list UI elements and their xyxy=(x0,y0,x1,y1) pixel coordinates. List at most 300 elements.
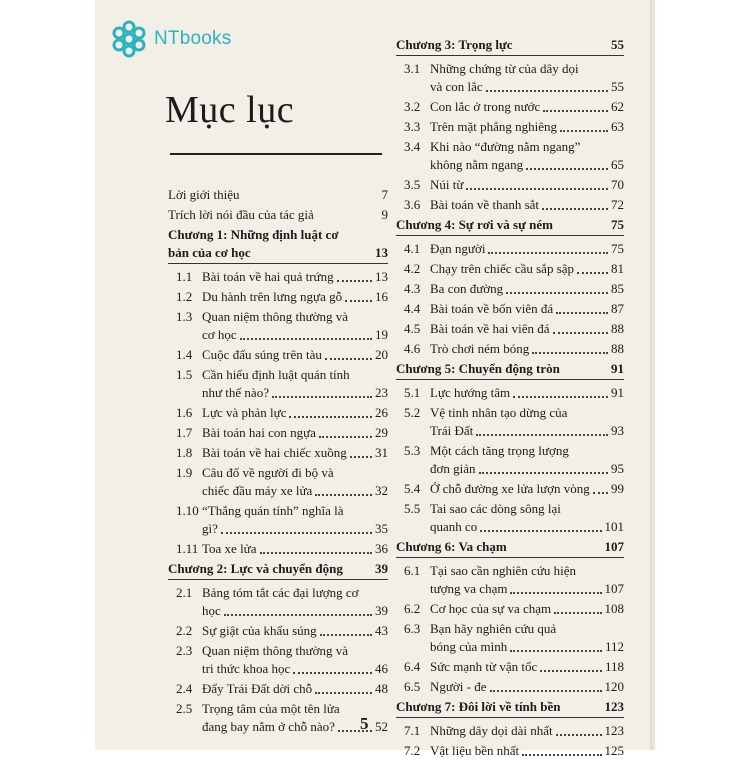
entry-title: bản của cơ học xyxy=(168,245,251,260)
entry-body xyxy=(430,742,624,760)
toc-row xyxy=(396,280,624,298)
page-title: Mục lục xyxy=(165,89,295,131)
toc-chapter xyxy=(168,560,388,580)
entry-line xyxy=(430,678,624,696)
page-ref: 93 xyxy=(611,423,624,438)
dot-leader xyxy=(556,312,608,314)
entry-title: Bạn hãy nghiên cứu quả xyxy=(430,621,557,636)
entry-title: Đẩy Trái Đất dời chỗ xyxy=(202,681,313,696)
entry-line xyxy=(430,176,624,194)
entry-body xyxy=(430,196,624,214)
toc-row xyxy=(396,176,624,194)
page-ref: 35 xyxy=(375,521,388,536)
entry-line xyxy=(430,480,624,498)
toc-row xyxy=(396,36,624,54)
section-number: 4.3 xyxy=(404,281,421,296)
toc-row xyxy=(168,346,388,364)
page-ref: 70 xyxy=(611,177,624,192)
entry-line xyxy=(202,680,388,698)
section-number: 1.4 xyxy=(176,347,193,362)
toc-row xyxy=(396,360,624,378)
dot-leader xyxy=(522,754,601,756)
toc-sec xyxy=(168,622,388,640)
page-ref: 75 xyxy=(611,241,624,256)
page-ref: 88 xyxy=(611,341,624,356)
entry-title: tượng va chạm xyxy=(430,581,508,596)
section-number: 1.11 xyxy=(176,541,199,556)
toc-sec xyxy=(396,176,624,194)
entry-line xyxy=(202,482,388,500)
section-number: 5.3 xyxy=(404,443,421,458)
toc-row xyxy=(168,464,388,500)
entry-line xyxy=(202,308,388,326)
entry-title: quanh co xyxy=(430,519,478,534)
toc-sec xyxy=(396,118,624,136)
entry-title: chiếc đầu máy xe lửa xyxy=(202,483,313,498)
chapter-underline xyxy=(168,579,388,580)
entry-title: Cần hiểu định luật quán tính xyxy=(202,367,350,382)
section-number: 2.3 xyxy=(176,643,193,658)
toc-column-left xyxy=(168,186,388,738)
entry-body xyxy=(430,384,624,402)
entry-title: Những dây dọi dài nhất xyxy=(430,723,553,738)
chapter-underline xyxy=(396,717,624,718)
section-number: 7.2 xyxy=(404,743,421,758)
page-ref: 101 xyxy=(604,519,624,534)
toc-row xyxy=(396,404,624,440)
entry-body xyxy=(430,480,624,498)
entry-line xyxy=(430,422,624,440)
entry-title: Bài toán về hai viên đá xyxy=(430,321,550,336)
chapter-underline xyxy=(396,379,624,380)
entry-line xyxy=(202,602,388,620)
entry-body xyxy=(430,442,624,478)
entry-title: Chương 6: Va chạm xyxy=(396,539,507,554)
entry-title: Bài toán về hai quả trứng xyxy=(202,269,334,284)
toc-sec xyxy=(396,620,624,656)
toc-sec xyxy=(396,240,624,258)
toc-sec xyxy=(168,346,388,364)
page-ref: 112 xyxy=(604,639,624,654)
page-ref: 55 xyxy=(611,37,624,52)
toc-chapter xyxy=(396,360,624,380)
dot-leader xyxy=(553,332,609,334)
toc-row xyxy=(396,500,624,536)
dot-leader xyxy=(325,358,372,360)
toc-sec xyxy=(396,320,624,338)
entry-line xyxy=(202,584,388,602)
entry-line xyxy=(430,658,624,676)
dot-leader xyxy=(488,252,608,254)
entry-body xyxy=(430,176,624,194)
entry-body xyxy=(430,60,624,96)
section-number: 6.4 xyxy=(404,659,421,674)
toc-row xyxy=(396,384,624,402)
entry-line xyxy=(430,156,624,174)
section-number: 4.4 xyxy=(404,301,421,316)
section-number: 5.4 xyxy=(404,481,421,496)
page-ref: 81 xyxy=(611,261,624,276)
dot-leader xyxy=(560,130,608,132)
toc-row xyxy=(396,698,624,716)
toc-chapter xyxy=(396,698,624,718)
entry-line xyxy=(396,698,624,716)
section-number: 2.2 xyxy=(176,623,193,638)
page-ref: 75 xyxy=(611,217,624,232)
entry-body xyxy=(430,404,624,440)
entry-line xyxy=(430,320,624,338)
dot-leader xyxy=(466,188,608,190)
page-ref: 118 xyxy=(604,659,624,674)
entry-body xyxy=(430,500,624,536)
toc-sec xyxy=(168,464,388,500)
dot-leader xyxy=(510,592,601,594)
entry-line xyxy=(202,444,388,462)
toc-chapter xyxy=(396,216,624,236)
entry-title: gì? xyxy=(202,521,218,536)
entry-body xyxy=(430,340,624,358)
entry-line xyxy=(396,360,624,378)
entry-body xyxy=(396,360,624,378)
entry-body xyxy=(430,562,624,598)
dot-leader xyxy=(593,492,608,494)
entry-line xyxy=(430,600,624,618)
entry-line xyxy=(430,620,624,638)
logo-text: NTbooks xyxy=(154,28,232,49)
page-ref: 95 xyxy=(611,461,624,476)
page-ref: 7 xyxy=(381,187,388,202)
page-ref: 19 xyxy=(375,327,388,342)
toc-row xyxy=(168,268,388,286)
toc-sec xyxy=(168,366,388,402)
entry-body xyxy=(202,404,388,422)
section-number: 6.2 xyxy=(404,601,421,616)
entry-line xyxy=(430,138,624,156)
entry-title: Quan niệm thông thường và xyxy=(202,309,349,324)
entry-title: Du hành trên lưng ngựa gỗ xyxy=(202,289,343,304)
entry-title: Chạy trên chiếc cầu sắp sập xyxy=(430,261,575,276)
entry-line xyxy=(202,502,388,520)
entry-title: Quan niệm thông thường và xyxy=(202,643,349,658)
toc-row xyxy=(396,300,624,318)
page-ref: 36 xyxy=(375,541,388,556)
entry-body xyxy=(430,620,624,656)
toc-row xyxy=(396,658,624,676)
entry-title: Bảng tóm tắt các đại lượng cơ xyxy=(202,585,359,600)
entry-line xyxy=(430,118,624,136)
section-number: 1.5 xyxy=(176,367,193,382)
title-divider xyxy=(170,153,382,155)
entry-body xyxy=(396,698,624,716)
chapter-underline xyxy=(396,557,624,558)
section-number: 3.4 xyxy=(404,139,421,154)
entry-title: Chương 5: Chuyển động tròn xyxy=(396,361,560,376)
toc-sec xyxy=(168,540,388,558)
toc-row xyxy=(396,742,624,760)
entry-body xyxy=(202,288,388,306)
page-ref: 23 xyxy=(375,385,388,400)
entry-line xyxy=(430,240,624,258)
entry-title: Trên mặt phẳng nghiêng xyxy=(430,119,557,134)
toc-sec xyxy=(168,268,388,286)
dot-leader xyxy=(293,672,372,674)
entry-body xyxy=(396,538,624,556)
page-ref: 31 xyxy=(375,445,388,460)
toc-sec xyxy=(396,260,624,278)
section-number: 3.3 xyxy=(404,119,421,134)
entry-title: học xyxy=(202,603,221,618)
entry-title: đơn giản xyxy=(430,461,476,476)
entry-body xyxy=(202,622,388,640)
entry-title: Tại sao cần nghiên cứu hiện xyxy=(430,563,577,578)
toc-row xyxy=(396,562,624,598)
entry-body xyxy=(168,206,388,224)
entry-line xyxy=(430,196,624,214)
entry-title: Lời giới thiệu xyxy=(168,187,240,202)
toc-sec xyxy=(396,98,624,116)
toc-sec xyxy=(396,678,624,696)
page-ref: 13 xyxy=(375,269,388,284)
dot-leader xyxy=(532,352,608,354)
entry-title: Vật liệu bền nhất xyxy=(430,743,520,758)
entry-title: Chương 1: Những định luật cơ xyxy=(168,227,339,242)
page-ref: 39 xyxy=(375,561,388,576)
section-number: 7.1 xyxy=(404,723,421,738)
entry-line xyxy=(202,404,388,422)
page-ref: 120 xyxy=(604,679,624,694)
toc-sec xyxy=(396,600,624,618)
entry-line xyxy=(430,442,624,460)
entry-body xyxy=(202,502,388,538)
entry-title: Câu đố về người đi bộ và xyxy=(202,465,334,480)
toc-sec xyxy=(168,700,388,736)
toc-sec xyxy=(396,480,624,498)
toc-row xyxy=(168,584,388,620)
entry-title: Ba con đường xyxy=(430,281,504,296)
entry-title: “Thắng quán tính” nghĩa là xyxy=(202,503,344,518)
toc-row xyxy=(396,320,624,338)
entry-title: Trích lời nói đầu của tác giả xyxy=(168,207,314,222)
toc-sec xyxy=(396,60,624,96)
entry-title: Cuộc đấu súng trên tàu xyxy=(202,347,322,362)
toc-sec xyxy=(168,308,388,344)
dot-leader xyxy=(479,472,608,474)
entry-line xyxy=(430,340,624,358)
entry-title: Đạn người xyxy=(430,241,486,256)
toc-row xyxy=(396,538,624,556)
dot-leader xyxy=(345,300,372,302)
toc-row xyxy=(168,560,388,578)
entry-title: Lực hướng tâm xyxy=(430,385,511,400)
entry-line xyxy=(202,520,388,538)
dot-leader xyxy=(476,434,608,436)
entry-title: như thế nào? xyxy=(202,385,269,400)
page-ref: 26 xyxy=(375,405,388,420)
page-ref: 91 xyxy=(611,385,624,400)
entry-line xyxy=(396,538,624,556)
dot-leader xyxy=(490,690,602,692)
entry-body xyxy=(430,260,624,278)
entry-body xyxy=(202,424,388,442)
section-number: 5.1 xyxy=(404,385,421,400)
entry-title: Con lắc ở trong nước xyxy=(430,99,541,114)
page-ref: 91 xyxy=(611,361,624,376)
chapter-underline xyxy=(168,263,388,264)
entry-title: Bài toán về hai chiếc xuồng xyxy=(202,445,347,460)
chapter-underline xyxy=(396,235,624,236)
entry-title: và con lắc xyxy=(430,79,483,94)
toc-row xyxy=(396,196,624,214)
page-ref: 123 xyxy=(604,699,624,714)
toc-sec xyxy=(396,742,624,760)
entry-title: Trái Đất xyxy=(430,423,474,438)
toc-row xyxy=(168,186,388,204)
entry-body xyxy=(202,680,388,698)
toc-sec xyxy=(168,444,388,462)
section-number: 4.1 xyxy=(404,241,421,256)
page-ref: 29 xyxy=(375,425,388,440)
entry-line xyxy=(168,244,388,262)
dot-leader xyxy=(526,168,608,170)
section-number: 4.2 xyxy=(404,261,421,276)
entry-line xyxy=(202,366,388,384)
dot-leader xyxy=(486,90,608,92)
section-number: 3.2 xyxy=(404,99,421,114)
toc-row xyxy=(396,216,624,234)
section-number: 1.2 xyxy=(176,289,193,304)
entry-body xyxy=(430,600,624,618)
section-number: 6.1 xyxy=(404,563,421,578)
entry-title: Vệ tinh nhân tạo dừng của xyxy=(430,405,568,420)
entry-body xyxy=(202,584,388,620)
entry-line xyxy=(430,404,624,422)
section-number: 2.4 xyxy=(176,681,193,696)
section-number: 5.2 xyxy=(404,405,421,420)
toc-sec xyxy=(396,562,624,598)
page-ref: 62 xyxy=(611,99,624,114)
section-number: 3.5 xyxy=(404,177,421,192)
toc-row xyxy=(168,680,388,698)
entry-title: Bài toán về thanh sắt xyxy=(430,197,540,212)
toc-sec xyxy=(396,196,624,214)
entry-line xyxy=(430,460,624,478)
entry-body xyxy=(202,366,388,402)
entry-line xyxy=(202,326,388,344)
entry-line xyxy=(202,622,388,640)
toc-row xyxy=(168,404,388,422)
entry-title: Ở chỗ đường xe lửa lượn vòng xyxy=(430,481,590,496)
toc-chapter xyxy=(396,36,624,56)
page-ref: 85 xyxy=(611,281,624,296)
toc-row xyxy=(168,540,388,558)
section-number: 1.3 xyxy=(176,309,193,324)
toc-row xyxy=(396,60,624,96)
toc-front xyxy=(168,186,388,204)
toc-sec xyxy=(396,384,624,402)
entry-line xyxy=(202,660,388,678)
page-ref: 43 xyxy=(375,623,388,638)
section-number: 1.9 xyxy=(176,465,193,480)
entry-title: Chương 2: Lực và chuyển động xyxy=(168,561,343,576)
section-number: 4.5 xyxy=(404,321,421,336)
toc-row xyxy=(396,240,624,258)
entry-body xyxy=(430,98,624,116)
toc-row xyxy=(168,288,388,306)
entry-line xyxy=(168,186,388,204)
page-edge-shadow xyxy=(650,0,658,750)
entry-body xyxy=(430,240,624,258)
entry-title: Một cách tăng trọng lượng xyxy=(430,443,569,458)
page-ref: 123 xyxy=(604,723,624,738)
toc-row xyxy=(168,700,388,736)
page-ref: 39 xyxy=(375,603,388,618)
entry-line xyxy=(168,226,388,244)
dot-leader xyxy=(506,292,608,294)
dot-leader xyxy=(320,634,372,636)
dot-leader xyxy=(540,670,602,672)
page-ref: 107 xyxy=(604,581,624,596)
dot-leader xyxy=(513,396,608,398)
entry-body xyxy=(430,118,624,136)
dot-leader xyxy=(319,436,372,438)
entry-body xyxy=(396,216,624,234)
chapter-underline xyxy=(396,55,624,56)
entry-line xyxy=(202,464,388,482)
toc-sec xyxy=(168,502,388,538)
section-number: 1.8 xyxy=(176,445,193,460)
entry-body xyxy=(430,722,624,740)
entry-title: cơ học xyxy=(202,327,237,342)
page-ref: 125 xyxy=(604,743,624,758)
entry-line xyxy=(430,580,624,598)
entry-line xyxy=(430,300,624,318)
dot-leader xyxy=(556,734,602,736)
section-number: 3.6 xyxy=(404,197,421,212)
entry-title: Chương 4: Sự rơi và sự ném xyxy=(396,217,553,232)
entry-body xyxy=(202,268,388,286)
toc-sec xyxy=(396,404,624,440)
toc-chapter xyxy=(168,226,388,264)
toc-row xyxy=(168,206,388,224)
page-ref: 107 xyxy=(604,539,624,554)
page-ref: 20 xyxy=(375,347,388,362)
section-number: 6.3 xyxy=(404,621,421,636)
entry-body xyxy=(430,320,624,338)
toc-row xyxy=(168,642,388,678)
dot-leader xyxy=(315,494,372,496)
entry-title: Toa xe lửa xyxy=(202,541,257,556)
toc-chapter xyxy=(396,538,624,558)
entry-line xyxy=(430,98,624,116)
toc-sec xyxy=(396,340,624,358)
entry-line xyxy=(430,742,624,760)
entry-body xyxy=(430,658,624,676)
toc-sec xyxy=(168,288,388,306)
dot-leader xyxy=(554,612,601,614)
toc-row xyxy=(168,502,388,538)
page-ref: 55 xyxy=(611,79,624,94)
entry-title: Khi nào “đường nằm ngang” xyxy=(430,139,581,154)
page-ref: 87 xyxy=(611,301,624,316)
entry-line xyxy=(430,518,624,536)
section-number: 1.1 xyxy=(176,269,193,284)
toc-row xyxy=(396,442,624,478)
page-ref: 99 xyxy=(611,481,624,496)
entry-title: Lực và phản lực xyxy=(202,405,287,420)
page-ref: 9 xyxy=(381,207,388,222)
section-number: 1.7 xyxy=(176,425,193,440)
page-ref: 72 xyxy=(611,197,624,212)
